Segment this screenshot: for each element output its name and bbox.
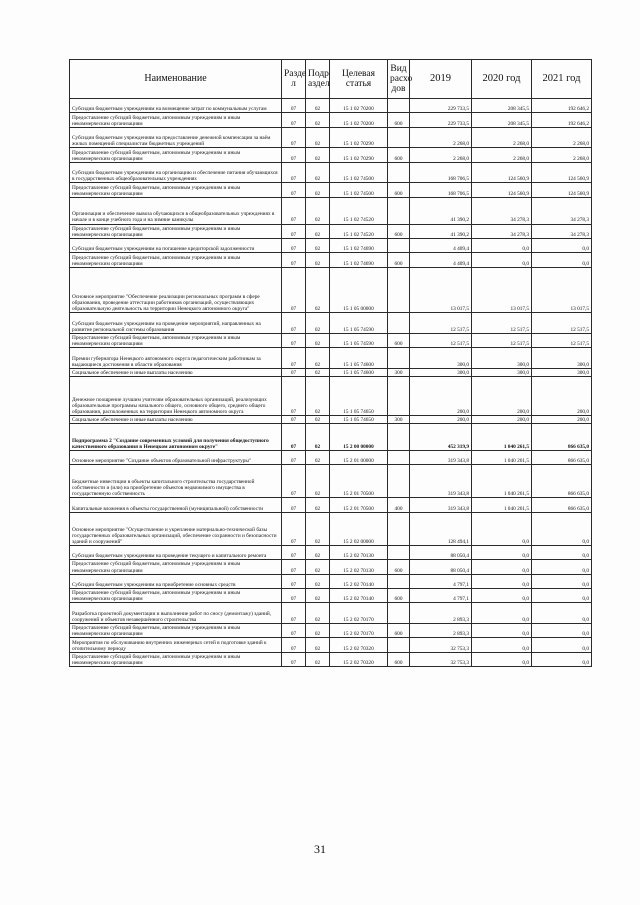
row-target-article: 15 1 05 74600: [330, 368, 388, 376]
table-row: [70, 313, 592, 334]
row-amount-2020: 34 278,3: [472, 197, 532, 224]
row-section: 07: [282, 512, 306, 545]
row-amount-2021: 124 560,9: [532, 162, 592, 183]
row-name: Субсидии бюджетным учреждениям на предоставление денежной компенсации за наём жилых помещений специалистам бюджетных учреждений: [70, 127, 282, 148]
row-amount-2021: 192 646,2: [532, 99, 592, 113]
row-amount-2021: 0,0: [532, 545, 592, 559]
table-row: [70, 197, 592, 224]
row-subsection: 02: [306, 127, 330, 148]
row-name: Субсидии бюджетным учреждениям на проведение мероприятий, направленных на развитие региональной системы образования: [70, 313, 282, 334]
row-amount-2020: 1 040 261,5: [472, 451, 532, 465]
row-section: 07: [282, 148, 306, 162]
row-target-article: 15 1 02 74500: [330, 162, 388, 183]
row-section: 07: [282, 560, 306, 574]
table-row: [70, 545, 592, 559]
table-row: [70, 638, 592, 652]
row-target-article: 15 1 05 74590: [330, 313, 388, 334]
row-amount-2019: 41 390,2: [410, 197, 472, 224]
row-target-article: 15 1 02 70200: [330, 113, 388, 127]
table-row: [70, 162, 592, 183]
budget-table: [69, 59, 592, 667]
row-expense-type: [388, 603, 410, 624]
row-section: 07: [282, 183, 306, 197]
row-section: 07: [282, 623, 306, 637]
row-amount-2021: 12 517,5: [532, 333, 592, 347]
row-section: 07: [282, 652, 306, 666]
row-subsection: 02: [306, 623, 330, 637]
row-target-article: 15 2 02 70130: [330, 545, 388, 559]
row-target-article: 15 1 05 74650: [330, 376, 388, 415]
row-expense-type: 600: [388, 589, 410, 603]
row-amount-2021: 34 278,3: [532, 197, 592, 224]
header-expense-type: Вид расхо дов: [388, 60, 410, 99]
row-amount-2021: 300,0: [532, 348, 592, 369]
row-amount-2021: 200,0: [532, 376, 592, 415]
row-name: Предоставление субсидий бюджетным, автономным учреждениям и иным некоммерческим организациям: [70, 148, 282, 162]
row-expense-type: 600: [388, 148, 410, 162]
table-row: [70, 224, 592, 238]
row-amount-2020: 2 268,0: [472, 148, 532, 162]
row-amount-2021: 0,0: [532, 638, 592, 652]
row-subsection: 02: [306, 638, 330, 652]
row-amount-2020: 0,0: [472, 603, 532, 624]
row-expense-type: 300: [388, 416, 410, 424]
row-section: 07: [282, 348, 306, 369]
table-header-row: [70, 60, 592, 99]
row-name: Предоставление субсидий бюджетным, автономным учреждениям и иным некоммерческим организациям: [70, 333, 282, 347]
table-row: [70, 183, 592, 197]
row-subsection: 02: [306, 512, 330, 545]
row-expense-type: [388, 545, 410, 559]
row-section: 07: [282, 253, 306, 267]
row-amount-2019: 229 733,5: [410, 113, 472, 127]
row-amount-2020: 200,0: [472, 416, 532, 424]
row-amount-2019: 13 017,5: [410, 267, 472, 312]
row-subsection: 02: [306, 253, 330, 267]
row-target-article: 15 1 02 70290: [330, 148, 388, 162]
row-subsection: 02: [306, 238, 330, 252]
row-subsection: 02: [306, 313, 330, 334]
row-amount-2019: 41 390,2: [410, 224, 472, 238]
row-name: Основное мероприятие "Создание объектов образовательной инфраструктуры": [70, 451, 282, 465]
row-section: 07: [282, 238, 306, 252]
row-section: 07: [282, 313, 306, 334]
row-target-article: 15 2 02 70170: [330, 623, 388, 637]
row-amount-2020: 12 517,5: [472, 333, 532, 347]
row-amount-2021: 0,0: [532, 238, 592, 252]
row-target-article: 15 1 02 70290: [330, 127, 388, 148]
row-expense-type: 600: [388, 224, 410, 238]
row-section: 07: [282, 574, 306, 588]
row-amount-2020: 1 040 261,5: [472, 465, 532, 498]
row-amount-2021: 192 646,2: [532, 113, 592, 127]
row-amount-2021: 300,0: [532, 368, 592, 376]
row-amount-2020: 0,0: [472, 545, 532, 559]
row-expense-type: 600: [388, 652, 410, 666]
header-subsection: Подр аздел: [306, 60, 330, 99]
row-amount-2021: 866 635,0: [532, 465, 592, 498]
row-amount-2019: 4 797,1: [410, 574, 472, 588]
row-amount-2021: 34 278,3: [532, 224, 592, 238]
row-amount-2019: 32 753,3: [410, 638, 472, 652]
row-amount-2020: 0,0: [472, 238, 532, 252]
table-row: [70, 623, 592, 637]
table-row: [70, 368, 592, 376]
table-row: [70, 267, 592, 312]
row-amount-2019: 4 409,4: [410, 253, 472, 267]
row-expense-type: 600: [388, 623, 410, 637]
row-section: 07: [282, 416, 306, 424]
row-expense-type: 600: [388, 333, 410, 347]
row-amount-2021: 124 560,9: [532, 183, 592, 197]
row-amount-2021: 0,0: [532, 623, 592, 637]
row-target-article: 15 1 02 74520: [330, 224, 388, 238]
row-amount-2019: 319 343,8: [410, 498, 472, 512]
row-name: Предоставление субсидий бюджетным, автономным учреждениям и иным некоммерческим организациям: [70, 224, 282, 238]
row-name: Премии губернатора Ненецкого автономного округа педагогическим работникам за выдающиеся достижения в области образования: [70, 348, 282, 369]
row-target-article: 15 1 05 00000: [330, 267, 388, 312]
row-amount-2020: 200,0: [472, 376, 532, 415]
row-target-article: 15 1 02 70200: [330, 99, 388, 113]
row-expense-type: [388, 574, 410, 588]
row-subsection: 02: [306, 197, 330, 224]
row-subsection: 02: [306, 652, 330, 666]
row-target-article: 15 2 02 00000: [330, 512, 388, 545]
row-target-article: 15 2 02 70320: [330, 652, 388, 666]
table-row: [70, 113, 592, 127]
row-section: 07: [282, 267, 306, 312]
row-amount-2019: 12 517,5: [410, 313, 472, 334]
row-name: Предоставление субсидий бюджетным, автономным учреждениям и иным некоммерческим организациям: [70, 113, 282, 127]
row-expense-type: [388, 127, 410, 148]
row-name: Предоставление субсидий бюджетным, автономным учреждениям и иным некоммерческим организациям: [70, 589, 282, 603]
row-expense-type: [388, 99, 410, 113]
row-section: 07: [282, 451, 306, 465]
row-amount-2019: 300,0: [410, 368, 472, 376]
row-amount-2020: 0,0: [472, 652, 532, 666]
row-name: Предоставление субсидий бюджетным, автономным учреждениям и иным некоммерческим организациям: [70, 652, 282, 666]
row-amount-2020: 300,0: [472, 348, 532, 369]
row-amount-2021: 0,0: [532, 652, 592, 666]
row-amount-2021: 0,0: [532, 253, 592, 267]
row-name: Подпрограмма 2 "Создание современных условий для получения общедоступного качественного образования в Ненецком автономном округе": [70, 424, 282, 451]
row-name: Предоставление субсидий бюджетным, автономным учреждениям и иным некоммерческим организациям: [70, 183, 282, 197]
row-amount-2019: 128 494,1: [410, 512, 472, 545]
row-amount-2020: 124 560,9: [472, 162, 532, 183]
row-section: 07: [282, 333, 306, 347]
row-amount-2021: 200,0: [532, 416, 592, 424]
row-subsection: 02: [306, 560, 330, 574]
row-subsection: 02: [306, 451, 330, 465]
row-amount-2019: 2 893,3: [410, 623, 472, 637]
row-expense-type: [388, 348, 410, 369]
table-row: [70, 451, 592, 465]
row-name: Субсидии бюджетным учреждениям на проведение текущего и капитального ремонта: [70, 545, 282, 559]
table-row: [70, 603, 592, 624]
row-subsection: 02: [306, 224, 330, 238]
row-subsection: 02: [306, 162, 330, 183]
row-amount-2020: 300,0: [472, 368, 532, 376]
row-amount-2020: 12 517,5: [472, 313, 532, 334]
row-amount-2020: 208 345,5: [472, 113, 532, 127]
row-amount-2020: 208 345,5: [472, 99, 532, 113]
row-name: Предоставление субсидий бюджетным, автономным учреждениям и иным некоммерческим организациям: [70, 623, 282, 637]
header-year-2021: 2021 год: [532, 60, 592, 99]
row-expense-type: 300: [388, 368, 410, 376]
table-row: [70, 253, 592, 267]
row-expense-type: [388, 267, 410, 312]
row-name: Предоставление субсидий бюджетным, автономным учреждениям и иным некоммерческим организациям: [70, 560, 282, 574]
row-amount-2020: 124 560,9: [472, 183, 532, 197]
row-expense-type: [388, 313, 410, 334]
table-row: [70, 574, 592, 588]
row-target-article: 15 2 02 70170: [330, 603, 388, 624]
table-row: [70, 238, 592, 252]
row-name: Социальное обеспечение и иные выплаты населению: [70, 416, 282, 424]
row-section: 07: [282, 376, 306, 415]
row-target-article: 15 2 01 70500: [330, 498, 388, 512]
row-name: Организация и обеспечение вывоза обучающихся в общеобразовательных учреждениях в начале и в конце учебного года и на зимние каникулы: [70, 197, 282, 224]
header-section: Разде л: [282, 60, 306, 99]
row-expense-type: [388, 162, 410, 183]
row-amount-2019: 452 319,9: [410, 424, 472, 451]
row-section: 07: [282, 589, 306, 603]
row-amount-2020: 0,0: [472, 512, 532, 545]
row-target-article: 15 1 02 74500: [330, 183, 388, 197]
row-subsection: 02: [306, 498, 330, 512]
row-subsection: 02: [306, 574, 330, 588]
row-amount-2020: 0,0: [472, 638, 532, 652]
row-amount-2021: 2 268,0: [532, 148, 592, 162]
table-row: [70, 376, 592, 415]
row-amount-2020: 2 268,0: [472, 127, 532, 148]
row-target-article: 15 2 00 00000: [330, 424, 388, 451]
row-expense-type: [388, 451, 410, 465]
table-row: [70, 424, 592, 451]
row-name: Социальное обеспечение и иные выплаты населению: [70, 368, 282, 376]
row-expense-type: 600: [388, 113, 410, 127]
row-amount-2021: 0,0: [532, 512, 592, 545]
row-subsection: 02: [306, 267, 330, 312]
row-expense-type: 600: [388, 183, 410, 197]
row-amount-2019: 88 050,4: [410, 545, 472, 559]
row-section: 07: [282, 224, 306, 238]
row-target-article: 15 1 05 74590: [330, 333, 388, 347]
row-amount-2021: 2 268,0: [532, 127, 592, 148]
row-amount-2019: 300,0: [410, 348, 472, 369]
header-name: Наименование: [70, 60, 282, 99]
row-amount-2021: 0,0: [532, 574, 592, 588]
row-subsection: 02: [306, 368, 330, 376]
row-section: 07: [282, 545, 306, 559]
row-subsection: 02: [306, 376, 330, 415]
row-amount-2021: 0,0: [532, 589, 592, 603]
row-target-article: 15 2 02 70130: [330, 560, 388, 574]
table-row: [70, 589, 592, 603]
row-amount-2020: 13 017,5: [472, 267, 532, 312]
row-subsection: 02: [306, 99, 330, 113]
row-amount-2019: 2 268,0: [410, 148, 472, 162]
table-row: [70, 127, 592, 148]
row-amount-2019: 4 409,4: [410, 238, 472, 252]
row-target-article: 15 1 02 74690: [330, 253, 388, 267]
table-body: [70, 99, 592, 667]
row-amount-2021: 0,0: [532, 560, 592, 574]
row-subsection: 02: [306, 333, 330, 347]
row-subsection: 02: [306, 465, 330, 498]
row-amount-2020: 0,0: [472, 623, 532, 637]
row-target-article: 15 2 02 70140: [330, 589, 388, 603]
row-amount-2020: 1 040 261,5: [472, 498, 532, 512]
row-expense-type: [388, 376, 410, 415]
row-section: 07: [282, 424, 306, 451]
row-amount-2019: 32 753,3: [410, 652, 472, 666]
row-section: 07: [282, 99, 306, 113]
row-name: Основное мероприятие "Обеспечение реализации региональных программ в сфере образования, проведение аттестации работников организаций, осуществляющих образовательную деятельность на территории Ненецкого автономного округа": [70, 267, 282, 312]
table-row: [70, 333, 592, 347]
row-subsection: 02: [306, 603, 330, 624]
row-amount-2019: 200,0: [410, 416, 472, 424]
row-subsection: 02: [306, 183, 330, 197]
row-name: Субсидии бюджетным учреждениям на возмещение затрат по коммунальным услугам: [70, 99, 282, 113]
row-subsection: 02: [306, 424, 330, 451]
row-target-article: 15 1 02 74520: [330, 197, 388, 224]
row-section: 07: [282, 368, 306, 376]
table-row: [70, 652, 592, 666]
row-expense-type: 600: [388, 253, 410, 267]
table-row: [70, 498, 592, 512]
table-row: [70, 348, 592, 369]
row-expense-type: 400: [388, 498, 410, 512]
row-target-article: 15 1 05 74650: [330, 416, 388, 424]
row-amount-2021: 866 635,0: [532, 451, 592, 465]
row-name: Капитальные вложения в объекты государственной (муниципальной) собственности: [70, 498, 282, 512]
row-amount-2019: 168 706,5: [410, 162, 472, 183]
row-subsection: 02: [306, 589, 330, 603]
row-section: 07: [282, 465, 306, 498]
row-expense-type: [388, 638, 410, 652]
row-amount-2021: 866 635,0: [532, 424, 592, 451]
row-target-article: 15 1 02 74690: [330, 238, 388, 252]
row-amount-2019: 168 706,5: [410, 183, 472, 197]
table-row: [70, 560, 592, 574]
row-target-article: 15 2 01 00000: [330, 451, 388, 465]
row-amount-2020: 34 278,3: [472, 224, 532, 238]
row-amount-2019: 200,0: [410, 376, 472, 415]
row-target-article: 15 2 01 70500: [330, 465, 388, 498]
table-row: [70, 148, 592, 162]
page-number: 31: [314, 842, 326, 856]
row-name: Предоставление субсидий бюджетным, автономным учреждениям и иным некоммерческим организациям: [70, 253, 282, 267]
row-amount-2020: 0,0: [472, 253, 532, 267]
row-amount-2019: 319 343,8: [410, 451, 472, 465]
row-amount-2020: 0,0: [472, 589, 532, 603]
table-row: [70, 512, 592, 545]
row-name: Субсидии бюджетным учреждениям на погашение кредиторской задолженности: [70, 238, 282, 252]
row-amount-2020: 0,0: [472, 574, 532, 588]
row-expense-type: [388, 238, 410, 252]
row-expense-type: 600: [388, 560, 410, 574]
row-name: Мероприятия по обслуживанию внутренних инженерных сетей в подготовке зданий к отопительному периоду: [70, 638, 282, 652]
row-amount-2020: 0,0: [472, 560, 532, 574]
row-amount-2021: 866 635,0: [532, 498, 592, 512]
row-name: Бюджетные инвестиции в объекты капитального строительства государственной собственности и (или) на приобретение объектов недвижимого имущества в государственную собственность: [70, 465, 282, 498]
row-target-article: 15 2 02 70140: [330, 574, 388, 588]
row-expense-type: [388, 512, 410, 545]
row-name: Денежное поощрение лучшим учителям образовательных организаций, реализующих образовательные программы начального общего, основного общего, среднего общего образования, расположенных на территории Ненецкого автономного округа: [70, 376, 282, 415]
row-subsection: 02: [306, 348, 330, 369]
row-section: 07: [282, 113, 306, 127]
row-amount-2019: 2 893,3: [410, 603, 472, 624]
row-expense-type: [388, 424, 410, 451]
row-amount-2019: 229 733,5: [410, 99, 472, 113]
row-section: 07: [282, 162, 306, 183]
header-year-2020: 2020 год: [472, 60, 532, 99]
row-name: Субсидии бюджетным учреждениям на приобретение основных средств: [70, 574, 282, 588]
row-amount-2019: 4 797,1: [410, 589, 472, 603]
row-target-article: 15 1 05 74600: [330, 348, 388, 369]
row-expense-type: [388, 465, 410, 498]
row-name: Основное мероприятие "Осуществление и укрепление материально-технической базы государственных образовательных организаций, обеспечение сохранности и безопасности зданий и сооружений": [70, 512, 282, 545]
row-amount-2019: 88 050,4: [410, 560, 472, 574]
header-year-2019: 2019: [410, 60, 472, 99]
table-row: [70, 99, 592, 113]
row-target-article: 15 2 02 70320: [330, 638, 388, 652]
row-section: 07: [282, 603, 306, 624]
header-target-article: Целевая статья: [330, 60, 388, 99]
row-name: Субсидии бюджетным учреждениям на организацию и обеспечение питания обучающихся в государственных общеобразовательных учреждениях: [70, 162, 282, 183]
row-amount-2021: 0,0: [532, 603, 592, 624]
row-amount-2019: 12 517,5: [410, 333, 472, 347]
row-amount-2021: 13 017,5: [532, 267, 592, 312]
row-amount-2019: 319 343,8: [410, 465, 472, 498]
row-amount-2020: 1 040 261,5: [472, 424, 532, 451]
row-subsection: 02: [306, 545, 330, 559]
row-subsection: 02: [306, 113, 330, 127]
row-subsection: 02: [306, 416, 330, 424]
row-expense-type: [388, 197, 410, 224]
row-section: 07: [282, 197, 306, 224]
row-amount-2019: 2 268,0: [410, 127, 472, 148]
row-section: 07: [282, 498, 306, 512]
table-row: [70, 465, 592, 498]
table-row: [70, 416, 592, 424]
row-section: 07: [282, 638, 306, 652]
row-amount-2021: 12 517,5: [532, 313, 592, 334]
row-name: Разработка проектной документации и выполнение работ по сносу (демонтажу) зданий, сооружений и объектов незавершённого строительства: [70, 603, 282, 624]
row-section: 07: [282, 127, 306, 148]
row-subsection: 02: [306, 148, 330, 162]
